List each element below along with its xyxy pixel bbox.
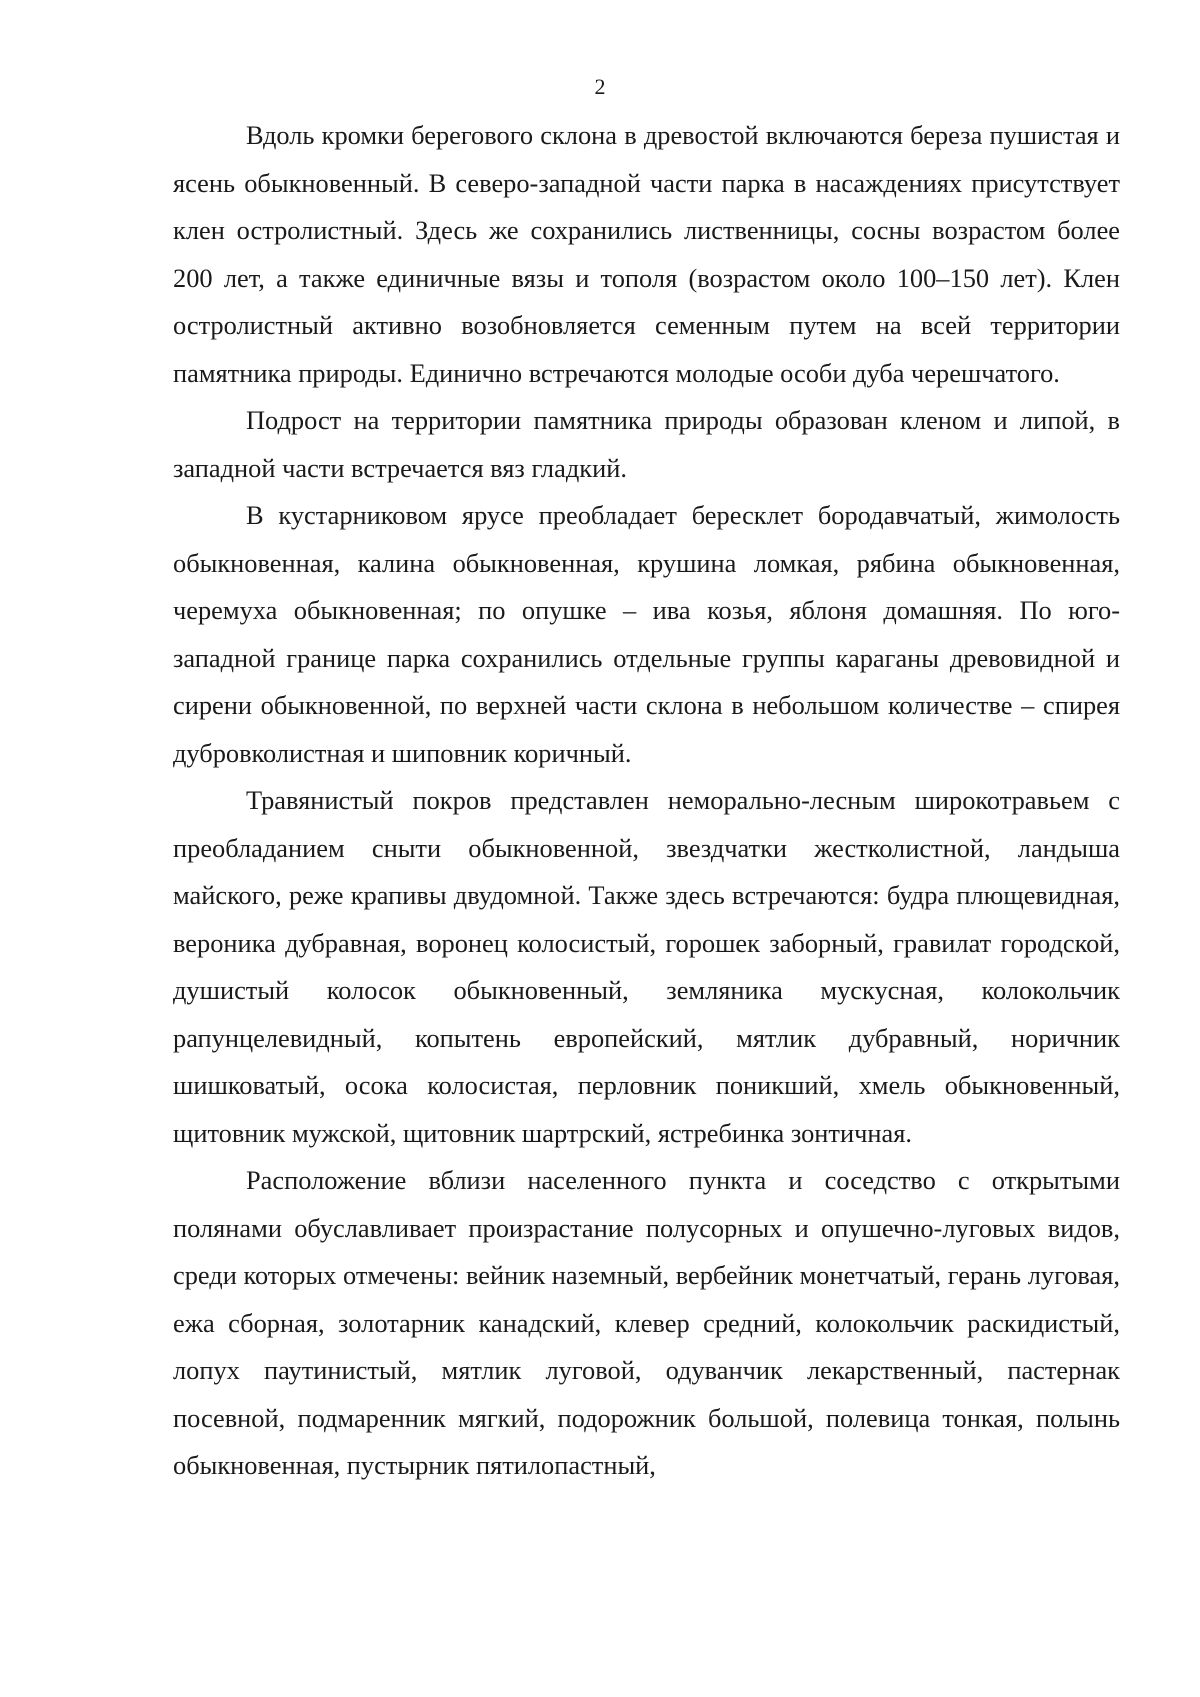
paragraph-tree-stand: Вдоль кромки берегового склона в древостой включаются береза пушистая и ясень обыкновенный. В северо-западной части парка в насаждениях присутствует клен остролистный. Здесь же сохранились лиственницы, сосны возрастом более 200 лет, а также единичные вязы и тополя (возрастом около 100–150 лет). Клен остролистный активно возобновляется семенным путем на всей территории памятника природы. Единично встречаются молодые особи дуба черешчатого. [173, 120, 1120, 388]
page-number: 2 [594, 74, 606, 99]
paragraph-shrub-layer: В кустарниковом ярусе преобладает бересклет бородавчатый, жимолость обыкновенная, калина обыкновенная, крушина ломкая, рябина обыкновенная, черемуха обыкновенная; по опушке – ива козья, яблоня домашняя. По юго-западной границе парка сохранились отдельные группы караганы древовидной и сирени обыкновенной, по верхней части склона в небольшом количестве – спирея дубровколистная и шиповник коричный. [173, 500, 1120, 768]
paragraph-meadow-species: Расположение вблизи населенного пункта и соседство с открытыми полянами обуславливает произрастание полусорных и опушечно-луговых видов, среди которых отмечены: вейник наземный, вербейник монетчатый, герань луговая, ежа сборная, золотарник канадский, клевер средний, колокольчик раскидистый, лопух паутинистый, мятлик луговой, одуванчик лекарственный, пастернак посевной, подмаренник мягкий, подорожник большой, полевица тонкая, полынь обыкновенная, пустырник пятилопастный, [173, 1165, 1120, 1480]
document-body [173, 112, 1120, 1490]
paragraph-herb-cover: Травянистый покров представлен неморально-лесным широкотравьем с преобладанием сныти обыкновенной, звездчатки жестколистной, ландыша майского, реже крапивы двудомной. Также здесь встречаются: будра плющевидная, вероника дубравная, воронец колосистый, горошек заборный, гравилат городской, душистый колосок обыкновенный, земляника мускусная, колокольчик рапунцелевидный, копытень европейский, мятлик дубравный, норичник шишковатый, осока колосистая, перловник поникший, хмель обыкновенный, щитовник мужской, щитовник шартрский, ястребинка зонтичная. [173, 785, 1120, 1148]
paragraph-undergrowth: Подрост на территории памятника природы образован кленом и липой, в западной части встречается вяз гладкий. [173, 405, 1120, 483]
